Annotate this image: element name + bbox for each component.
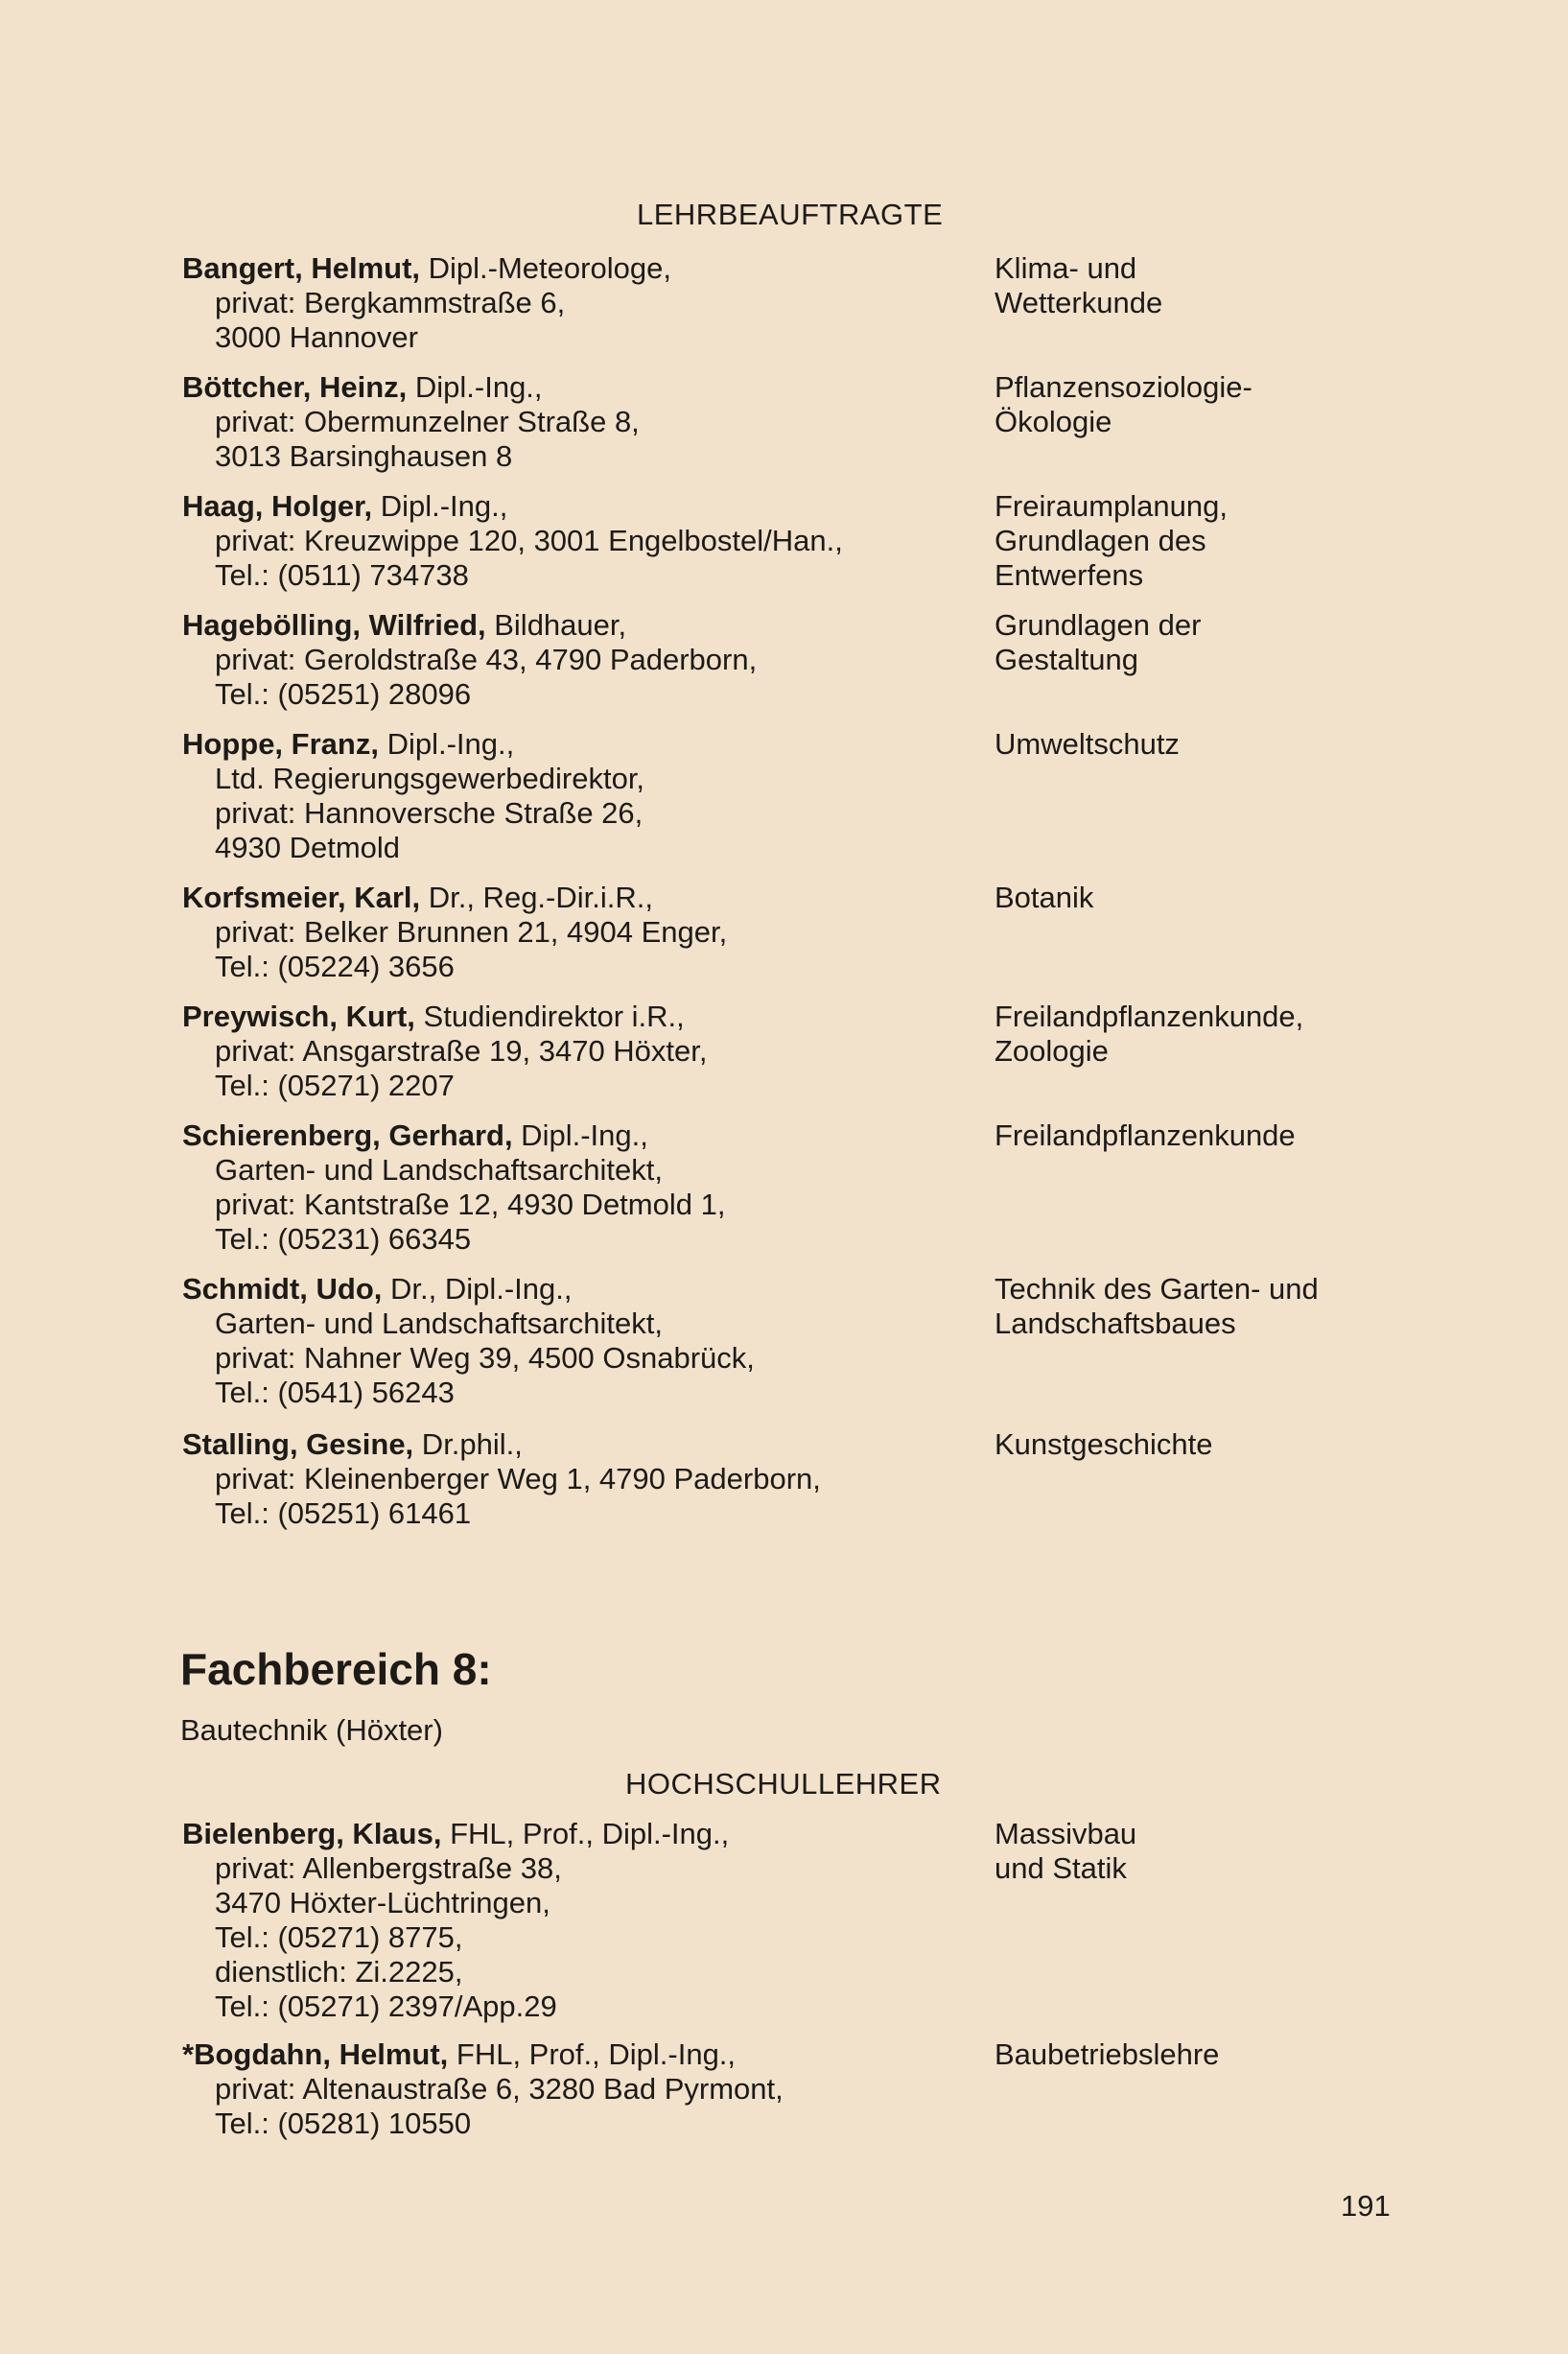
address-line: Tel.: (05271) 2207 — [215, 1069, 455, 1102]
address-line: Tel.: (05271) 2397/App.29 — [215, 1989, 557, 2023]
list-item — [182, 1817, 1381, 2024]
address-line: Tel.: (05281) 10550 — [215, 2107, 472, 2140]
list-item — [182, 727, 1381, 865]
address-line: privat: Altenaustraße 6, 3280 Bad Pyrmont, — [215, 2072, 784, 2106]
address-line: dienstlich: Zi.2225, — [215, 1955, 463, 1989]
address-line: 3013 Barsinghausen 8 — [215, 439, 513, 473]
subject: Umweltschutz — [995, 727, 1180, 761]
person-title: Dipl.-Meteorologe, — [420, 251, 671, 285]
address-line: 3470 Höxter-Lüchtringen, — [215, 1886, 550, 1919]
subject: Freilandpflanzenkunde — [995, 1118, 1296, 1152]
person-title: Dipl.-Ing., — [512, 1118, 648, 1152]
person-name: *Bogdahn, Helmut, — [182, 2037, 449, 2071]
address-line: privat: Hannoversche Straße 26, — [215, 796, 644, 830]
person-title: Dipl.-Ing., — [372, 489, 508, 523]
address-line: Tel.: (05251) 28096 — [215, 677, 472, 711]
address-line: privat: Geroldstraße 43, 4790 Paderborn, — [215, 643, 758, 676]
address-line: Ltd. Regierungsgewerbedirektor, — [215, 762, 645, 795]
address-line: privat: Belker Brunnen 21, 4904 Enger, — [215, 915, 728, 949]
person-name: Korfsmeier, Karl, — [182, 881, 421, 914]
address-line: privat: Allenbergstraße 38, — [215, 1851, 562, 1885]
subject: Freilandpflanzenkunde, Zoologie — [995, 1000, 1304, 1068]
list-item — [182, 1427, 1381, 1531]
address-line: Garten- und Landschaftsarchitekt, — [215, 1306, 663, 1340]
person-name: Bangert, Helmut, — [182, 251, 421, 285]
person-name: Bielenberg, Klaus, — [182, 1817, 442, 1850]
subject: Kunstgeschichte — [995, 1427, 1213, 1461]
list-item — [182, 2037, 1381, 2141]
list-item — [182, 489, 1381, 593]
address-line: Tel.: (0541) 56243 — [215, 1376, 455, 1409]
address-line: privat: Ansgarstraße 19, 3470 Höxter, — [215, 1034, 708, 1068]
subject: Klima- und Wetterkunde — [995, 251, 1163, 319]
person-name: Stalling, Gesine, — [182, 1427, 414, 1461]
person-name: Schmidt, Udo, — [182, 1272, 383, 1306]
person-title: Dr.phil., — [413, 1427, 523, 1461]
person-name: Hoppe, Franz, — [182, 727, 379, 761]
list-item — [182, 1272, 1381, 1410]
address-line: Tel.: (05231) 66345 — [215, 1222, 472, 1256]
page-number: 191 — [1341, 2189, 1391, 2223]
address-line: privat: Obermunzelner Straße 8, — [215, 405, 640, 438]
address-line: Tel.: (0511) 734738 — [215, 558, 469, 592]
person-title: FHL, Prof., Dipl.-Ing., — [448, 2037, 737, 2071]
address-line: Tel.: (05251) 61461 — [215, 1496, 472, 1530]
list-item — [182, 1118, 1381, 1257]
person-name: Böttcher, Heinz, — [182, 370, 408, 404]
section-heading-lehrbeauftragte: LEHRBEAUFTRAGTE — [637, 198, 944, 231]
address-line: Tel.: (05224) 3656 — [215, 950, 455, 983]
list-item — [182, 370, 1381, 474]
address-line: privat: Bergkammstraße 6, — [215, 286, 566, 319]
person-title: FHL, Prof., Dipl.-Ing., — [441, 1817, 730, 1850]
fachbereich-subtitle: Bautechnik (Höxter) — [180, 1713, 443, 1747]
subject: Freiraumplanung, Grundlagen des Entwerfens — [995, 489, 1228, 592]
subject: Pflanzensoziologie- Ökologie — [995, 370, 1252, 438]
subject: Botanik — [995, 881, 1094, 914]
list-item — [182, 251, 1381, 355]
address-line: Garten- und Landschaftsarchitekt, — [215, 1153, 663, 1187]
person-name: Haag, Holger, — [182, 489, 373, 523]
subject: Massivbau und Statik — [995, 1817, 1137, 1885]
address-line: 3000 Hannover — [215, 320, 418, 354]
person-title: Dipl.-Ing., — [407, 370, 543, 404]
person-title: Studiendirektor i.R., — [414, 1000, 685, 1033]
address-line: privat: Kantstraße 12, 4930 Detmold 1, — [215, 1188, 726, 1221]
person-title: Dipl.-Ing., — [378, 727, 515, 761]
list-item — [182, 1000, 1381, 1103]
subject: Grundlagen der Gestaltung — [995, 608, 1202, 676]
fachbereich-title: Fachbereich 8: — [180, 1644, 492, 1694]
person-title: Dr., Dipl.-Ing., — [382, 1272, 573, 1306]
list-item — [182, 881, 1381, 984]
address-line: privat: Kreuzwippe 120, 3001 Engelbostel/Han., — [215, 524, 843, 557]
subject: Baubetriebslehre — [995, 2037, 1220, 2071]
person-name: Schierenberg, Gerhard, — [182, 1118, 513, 1152]
person-title: Dr., Reg.-Dir.i.R., — [420, 881, 653, 914]
person-name: Hagebölling, Wilfried, — [182, 608, 486, 642]
person-name: Preywisch, Kurt, — [182, 1000, 415, 1033]
section-heading-hochschullehrer: HOCHSCHULLEHRER — [625, 1767, 942, 1801]
address-line: Tel.: (05271) 8775, — [215, 1920, 463, 1954]
list-item — [182, 608, 1381, 712]
subject: Technik des Garten- und Landschaftsbaues — [995, 1272, 1319, 1340]
address-line: privat: Kleinenberger Weg 1, 4790 Paderborn, — [215, 1462, 821, 1495]
address-line: 4930 Detmold — [215, 831, 401, 864]
address-line: privat: Nahner Weg 39, 4500 Osnabrück, — [215, 1341, 755, 1375]
person-title: Bildhauer, — [485, 608, 627, 642]
